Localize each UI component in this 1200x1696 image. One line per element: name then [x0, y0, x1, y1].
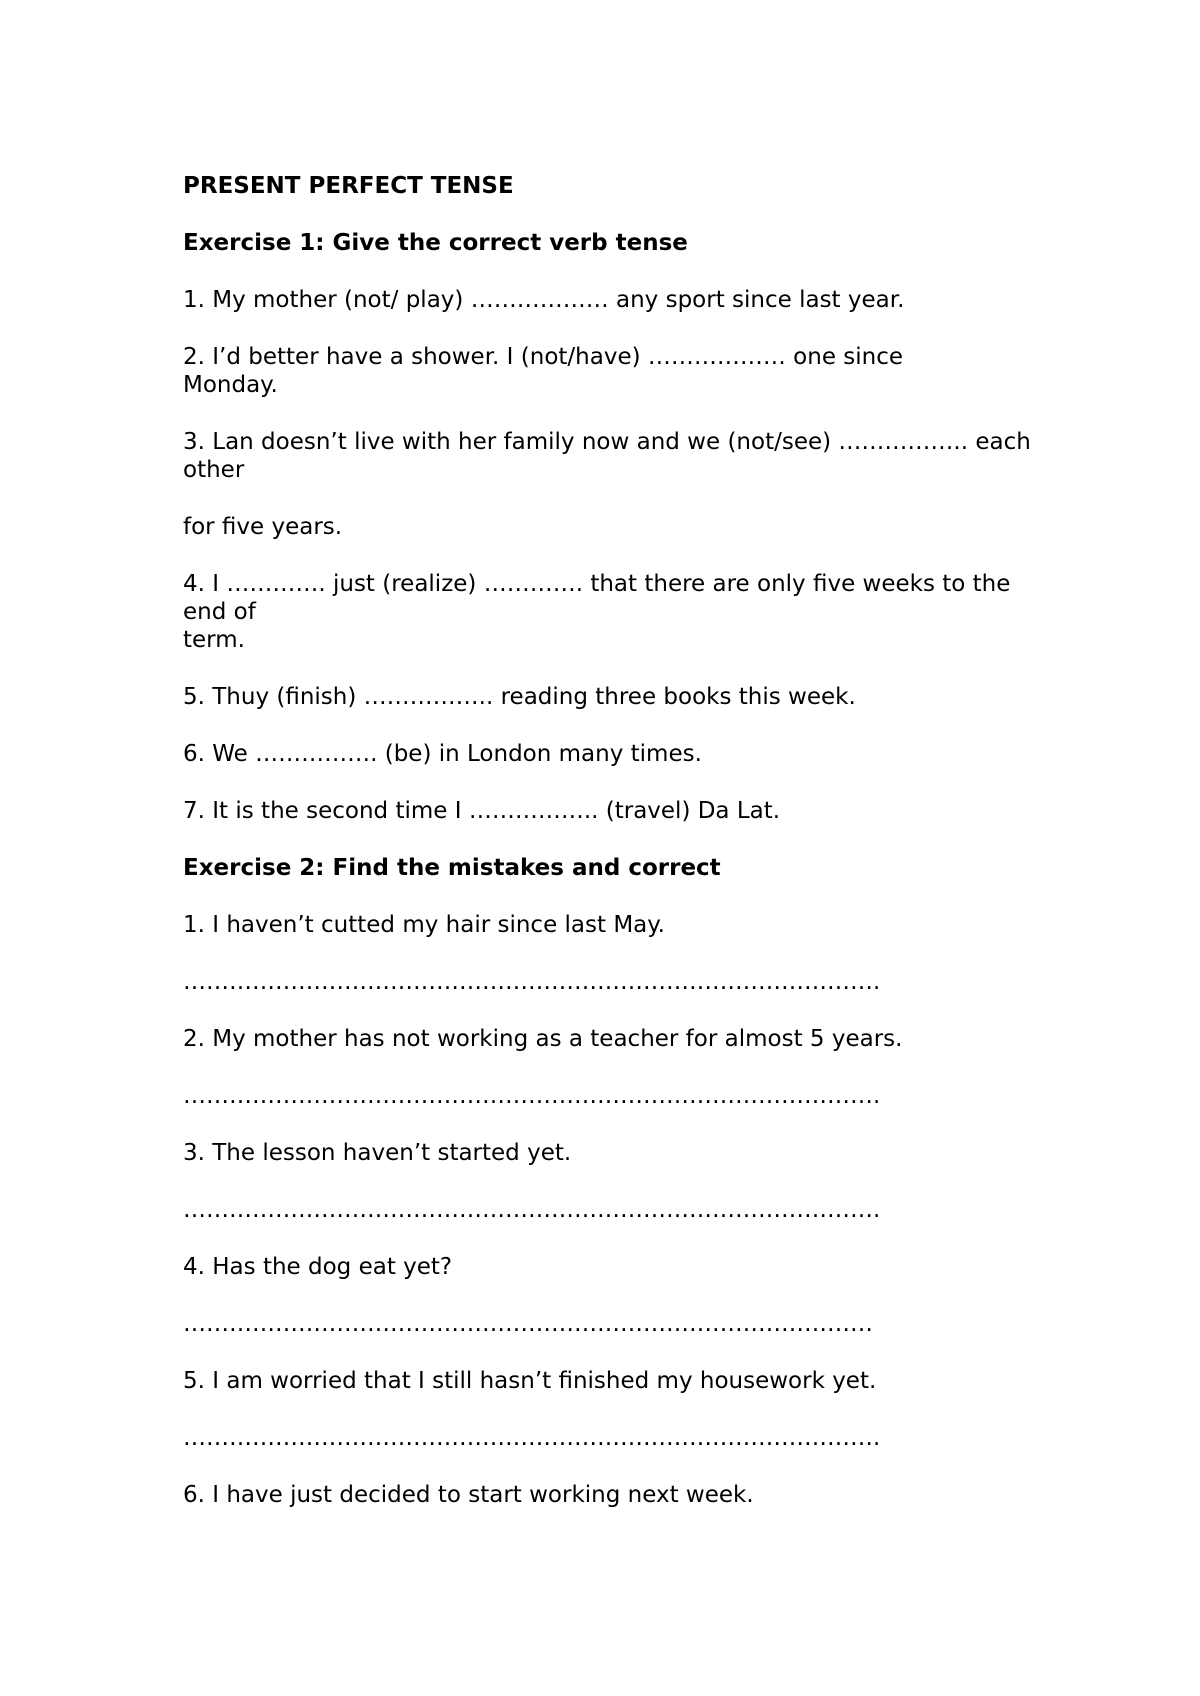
ex2-item-6: 6. I have just decided to start working next week. [183, 1482, 754, 1508]
ex2-item-5: 5. I am worried that I still hasn’t finished my housework yet. [183, 1368, 877, 1394]
ex1-item-4: 4. I …………. just (realize) …………. that there are only five weeks to the end of term. [183, 571, 1011, 653]
exercise-1-heading: Exercise 1: Give the correct verb tense [183, 230, 688, 256]
ex2-answer-line-5: ………………………………………………………………………………. [183, 1425, 881, 1451]
ex1-item-2: 2. I’d better have a shower. I (not/have) ……………… one since Monday. [183, 344, 904, 398]
ex2-item-3: 3. The lesson haven’t started yet. [183, 1140, 572, 1166]
exercise-2-heading: Exercise 2: Find the mistakes and correct [183, 855, 721, 881]
ex2-answer-line-3: ………………………………………………………………………………. [183, 1197, 881, 1223]
ex1-item-7: 7. It is the second time I …………….. (travel) Da Lat. [183, 798, 781, 824]
ex1-item-3: 3. Lan doesn’t live with her family now and we (not/see) …………….. each other [183, 429, 1039, 483]
ex2-item-2: 2. My mother has not working as a teacher for almost 5 years. [183, 1026, 903, 1052]
ex2-answer-line-4: ……………………………………………………………………………… [183, 1311, 873, 1337]
ex2-answer-line-1: ………………………………………………………………………………. [183, 969, 881, 995]
ex1-item-3-continued: for five years. [183, 514, 343, 540]
ex2-item-4: 4. Has the dog eat yet? [183, 1254, 453, 1280]
ex1-item-6: 6. We ……………. (be) in London many times. [183, 741, 702, 767]
ex2-answer-line-2: ………………………………………………………………………………. [183, 1083, 881, 1109]
ex1-item-1: 1. My mother (not/ play) ……………… any sport since last year. [183, 287, 905, 313]
document-body [183, 172, 1043, 1509]
document-title: PRESENT PERFECT TENSE [183, 173, 514, 199]
ex2-item-1: 1. I haven’t cutted my hair since last May. [183, 912, 665, 938]
ex1-item-5: 5. Thuy (finish) …………….. reading three books this week. [183, 684, 856, 710]
